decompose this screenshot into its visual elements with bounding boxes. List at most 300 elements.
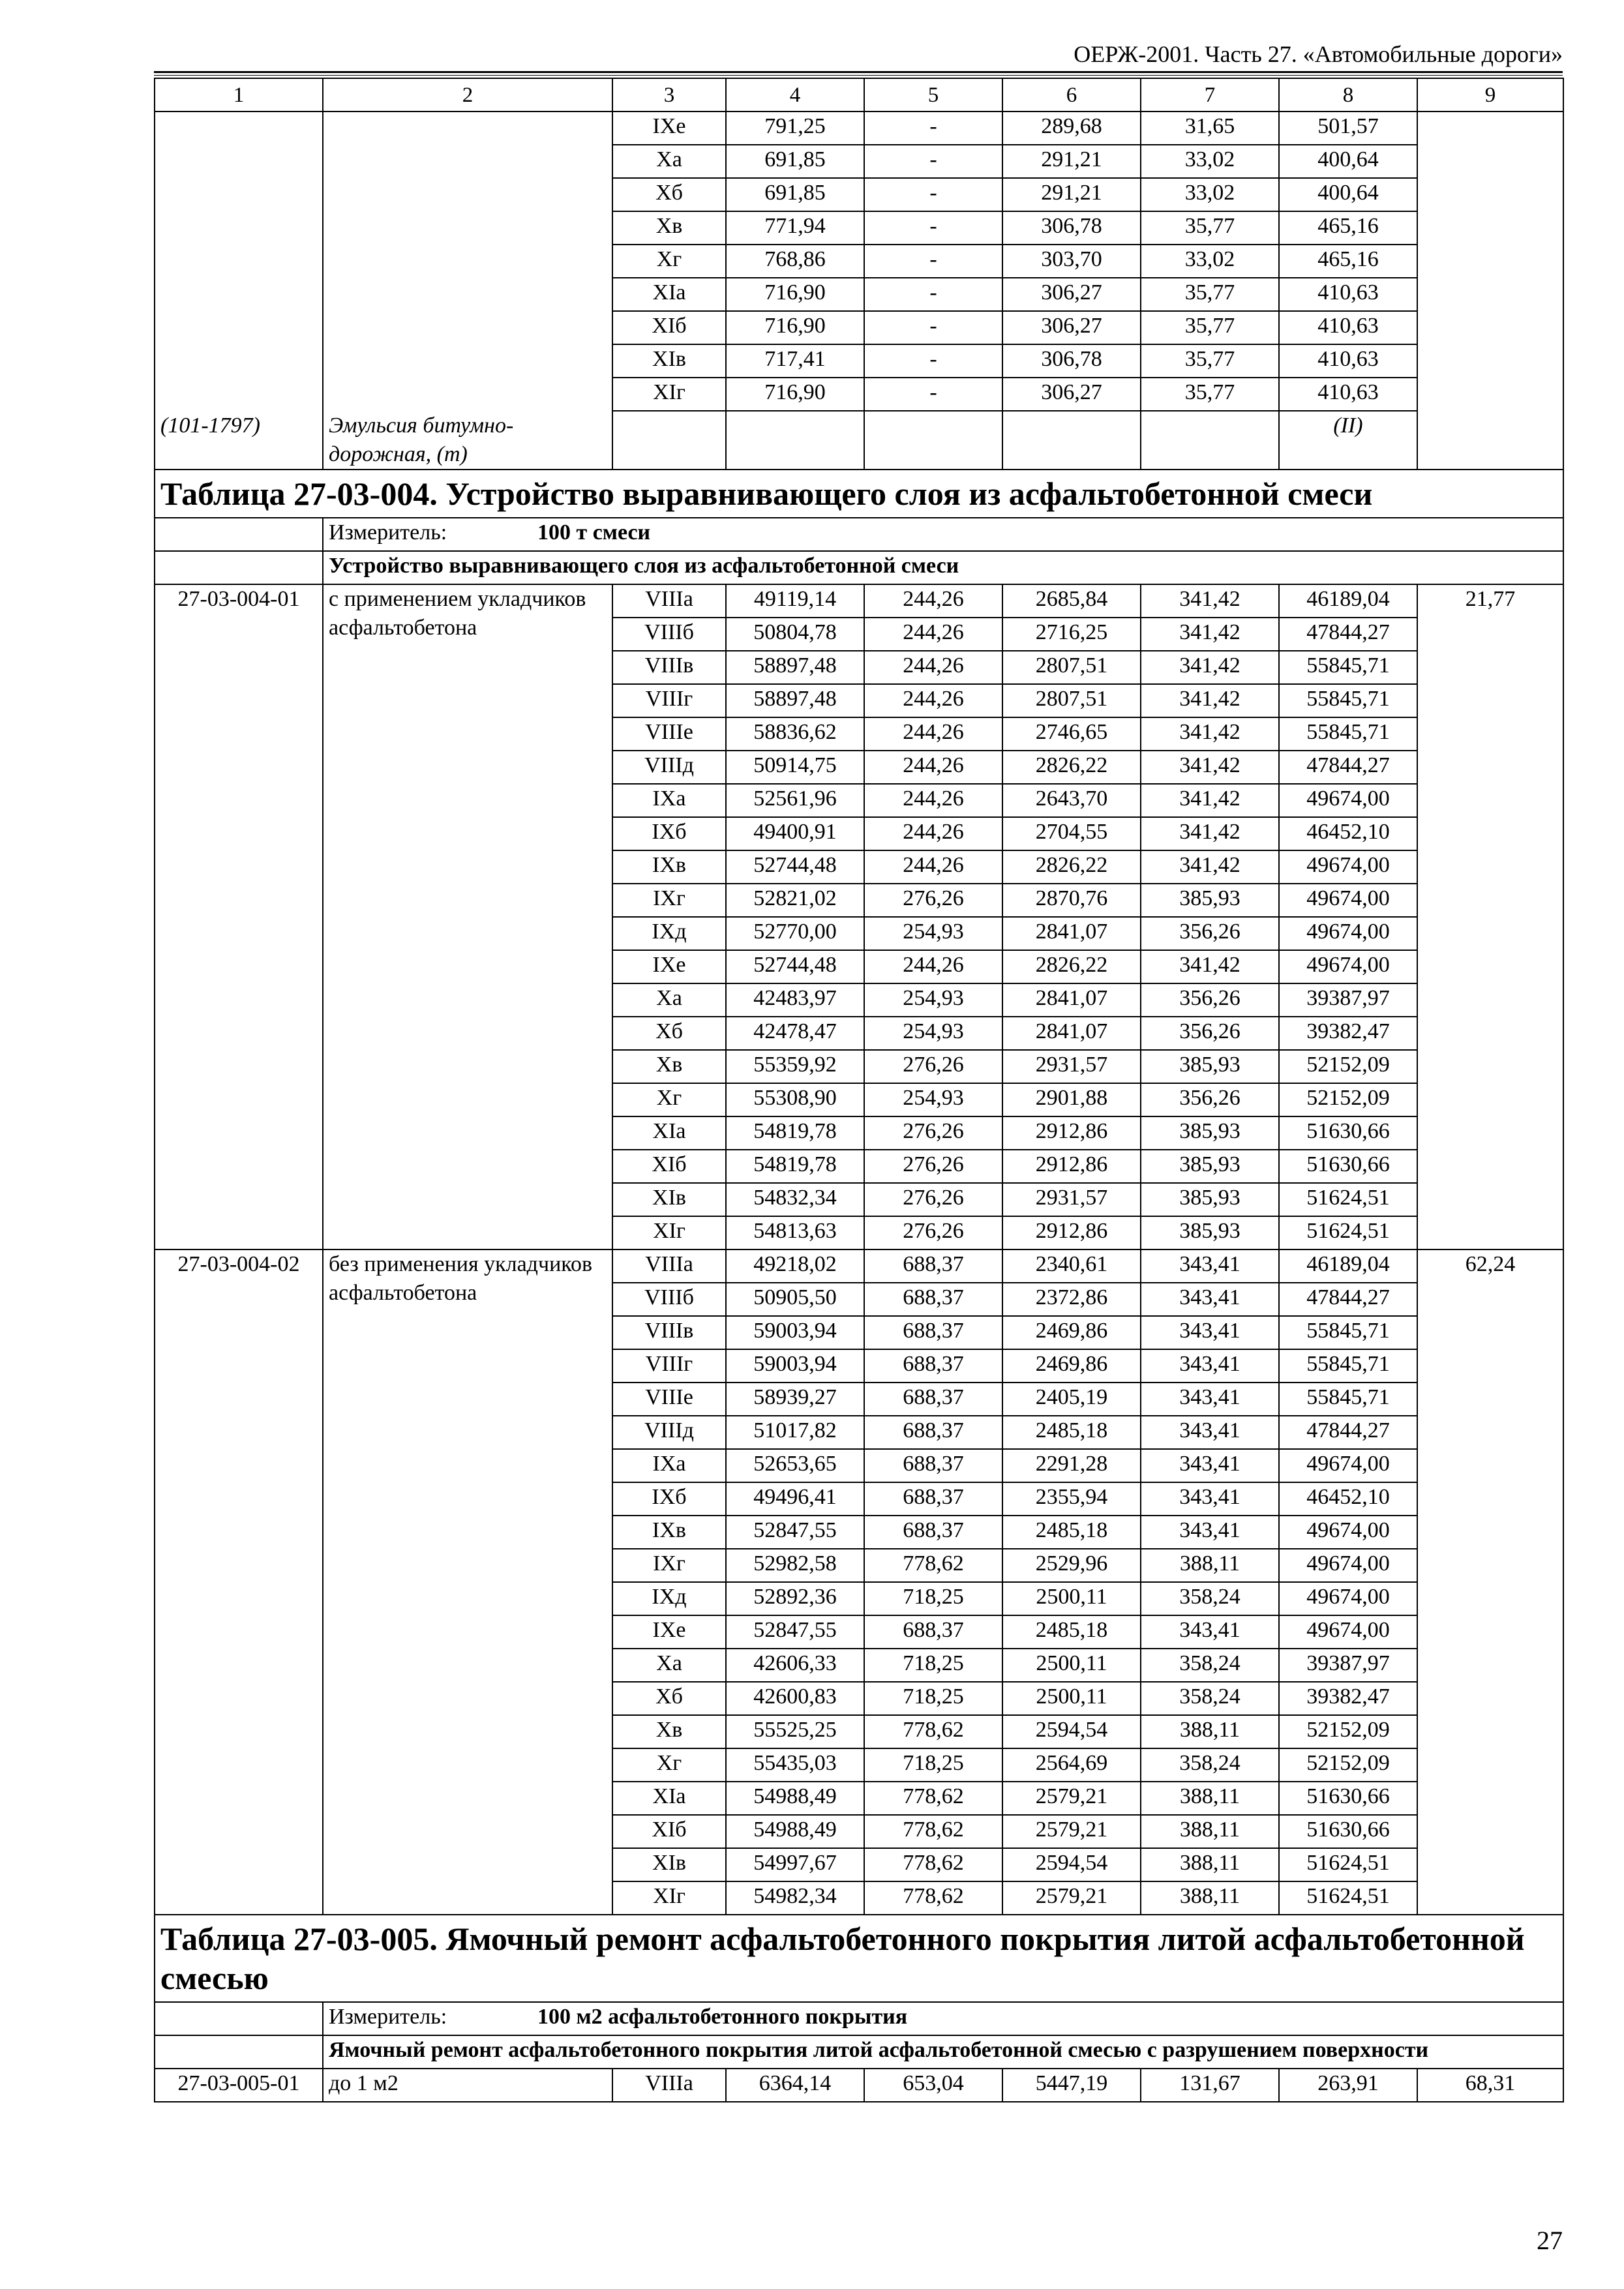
table-title-row	[155, 1915, 1563, 2002]
table-cell: 2579,21	[1002, 1815, 1141, 1848]
table-cell: 718,25	[864, 1649, 1002, 1682]
table-cell: 276,26	[864, 1050, 1002, 1083]
rates-table	[154, 78, 1564, 2102]
table-cell: XIа	[612, 1782, 726, 1815]
table-cell: IXе	[612, 112, 726, 145]
table-cell: 54813,63	[726, 1216, 864, 1249]
table-cell: 341,42	[1141, 850, 1279, 884]
table-cell: 55845,71	[1279, 684, 1417, 717]
table-cell: 54997,67	[726, 1848, 864, 1881]
column-number-row	[155, 78, 1563, 112]
table-cell: IXе	[612, 950, 726, 983]
table-cell: VIIIд	[612, 751, 726, 784]
table-cell: VIIIе	[612, 717, 726, 751]
table-cell: 341,42	[1141, 817, 1279, 850]
table-cell: VIIIг	[612, 1349, 726, 1383]
table-cell: 2912,86	[1002, 1116, 1141, 1150]
table-cell: 388,11	[1141, 1881, 1279, 1915]
table-cell: 54982,34	[726, 1881, 864, 1915]
table-cell: 244,26	[864, 684, 1002, 717]
column-number: 4	[726, 78, 864, 112]
table-cell: 2912,86	[1002, 1216, 1141, 1249]
table-cell: XIб	[612, 1150, 726, 1183]
table-cell: 254,93	[864, 1083, 1002, 1116]
table-cell: 49674,00	[1279, 1582, 1417, 1615]
table-cell: 2469,86	[1002, 1316, 1141, 1349]
table-cell: 276,26	[864, 1116, 1002, 1150]
measure-row	[155, 518, 1563, 551]
table-cell: IXд	[612, 917, 726, 950]
table-cell: Xв	[612, 1050, 726, 1083]
column-number: 2	[323, 78, 612, 112]
table-cell: VIIIг	[612, 684, 726, 717]
table-cell: VIIIв	[612, 1316, 726, 1349]
item-name: без применения укладчиков асфальтобетона	[323, 1249, 612, 1915]
table-cell: 51017,82	[726, 1416, 864, 1449]
empty-cell	[155, 518, 323, 551]
table-cell: 31,65	[1141, 112, 1279, 145]
table-cell: 385,93	[1141, 1183, 1279, 1216]
table-cell: 52770,00	[726, 917, 864, 950]
table-cell: -	[864, 211, 1002, 245]
table-cell: 276,26	[864, 1216, 1002, 1249]
table-cell: 52152,09	[1279, 1715, 1417, 1748]
table-cell: 388,11	[1141, 1782, 1279, 1815]
table-cell: 306,27	[1002, 311, 1141, 344]
measure-row	[155, 2002, 1563, 2035]
table-cell: 55845,71	[1279, 651, 1417, 684]
table-cell: 356,26	[1141, 1083, 1279, 1116]
table-cell: 2870,76	[1002, 884, 1141, 917]
table-cell: 2685,84	[1002, 584, 1141, 618]
table-cell: 388,11	[1141, 1549, 1279, 1582]
table-cell: 2931,57	[1002, 1183, 1141, 1216]
table-cell: 263,91	[1279, 2069, 1417, 2102]
table-cell: 54988,49	[726, 1782, 864, 1815]
table-cell: 39382,47	[1279, 1682, 1417, 1715]
table-cell: 716,90	[726, 278, 864, 311]
table-cell: 343,41	[1141, 1416, 1279, 1449]
table-row	[155, 112, 1563, 145]
table-cell: 465,16	[1279, 245, 1417, 278]
table-cell: 341,42	[1141, 584, 1279, 618]
table-cell: 343,41	[1141, 1449, 1279, 1482]
empty-cell	[864, 411, 1002, 470]
table-cell: 52892,36	[726, 1582, 864, 1615]
table-cell: 688,37	[864, 1449, 1002, 1482]
measure-cell	[323, 518, 1563, 551]
table-cell: 2704,55	[1002, 817, 1141, 850]
table-cell: 388,11	[1141, 1815, 1279, 1848]
table-cell: 55845,71	[1279, 1316, 1417, 1349]
table-cell: Xв	[612, 211, 726, 245]
table-cell: 2594,54	[1002, 1715, 1141, 1748]
table-cell: 688,37	[864, 1316, 1002, 1349]
table-cell: 35,77	[1141, 378, 1279, 411]
table-cell: 2485,18	[1002, 1416, 1141, 1449]
table-cell: 2372,86	[1002, 1283, 1141, 1316]
table-cell: 2340,61	[1002, 1249, 1141, 1283]
table-cell: 2826,22	[1002, 751, 1141, 784]
table-cell: Xа	[612, 983, 726, 1017]
table-cell: 410,63	[1279, 344, 1417, 378]
table-cell: 2405,19	[1002, 1383, 1141, 1416]
table-cell: 58897,48	[726, 684, 864, 717]
table-cell: 2579,21	[1002, 1782, 1141, 1815]
table-cell: IXв	[612, 850, 726, 884]
table-cell: 791,25	[726, 112, 864, 145]
table-cell: 2901,88	[1002, 1083, 1141, 1116]
table-cell: 778,62	[864, 1549, 1002, 1582]
table-cell: 341,42	[1141, 684, 1279, 717]
table-cell: 59003,94	[726, 1316, 864, 1349]
table-cell: 2716,25	[1002, 618, 1141, 651]
empty-cell	[1141, 411, 1279, 470]
table-cell: 2841,07	[1002, 1017, 1141, 1050]
table-cell: 718,25	[864, 1682, 1002, 1715]
table-cell: VIIIб	[612, 1283, 726, 1316]
table-cell: 2529,96	[1002, 1549, 1141, 1582]
table-cell: 341,42	[1141, 618, 1279, 651]
table-cell: -	[864, 178, 1002, 211]
table-cell: 58939,27	[726, 1383, 864, 1416]
material-code-cell	[155, 112, 323, 470]
table-cell: 35,77	[1141, 311, 1279, 344]
table-cell: 244,26	[864, 850, 1002, 884]
table-cell: 51624,51	[1279, 1881, 1417, 1915]
table-cell: -	[864, 311, 1002, 344]
table-cell: 306,27	[1002, 378, 1141, 411]
table-cell: 55845,71	[1279, 717, 1417, 751]
table-cell: 410,63	[1279, 311, 1417, 344]
column-number: 8	[1279, 78, 1417, 112]
table-cell: 51630,66	[1279, 1782, 1417, 1815]
table-cell: XIб	[612, 311, 726, 344]
table-cell: 52152,09	[1279, 1748, 1417, 1782]
table-cell: 59003,94	[726, 1349, 864, 1383]
table-cell: 688,37	[864, 1383, 1002, 1416]
table-cell: Xб	[612, 1017, 726, 1050]
empty-cell	[726, 411, 864, 470]
table-cell: 52653,65	[726, 1449, 864, 1482]
table-cell: Xг	[612, 1748, 726, 1782]
table-cell: 343,41	[1141, 1316, 1279, 1349]
table-cell: 55845,71	[1279, 1383, 1417, 1416]
table-cell: 388,11	[1141, 1715, 1279, 1748]
table-cell: 385,93	[1141, 1216, 1279, 1249]
measure-label: Измеритель:	[329, 2005, 447, 2029]
table-cell: 2807,51	[1002, 651, 1141, 684]
table-cell: -	[864, 112, 1002, 145]
table-cell: 42600,83	[726, 1682, 864, 1715]
table-cell: IXд	[612, 1582, 726, 1615]
table-cell: 343,41	[1141, 1516, 1279, 1549]
table-cell: IXв	[612, 1516, 726, 1549]
table-cell: 131,67	[1141, 2069, 1279, 2102]
table-cell: -	[864, 344, 1002, 378]
table-cell: 276,26	[864, 884, 1002, 917]
column-number: 7	[1141, 78, 1279, 112]
table-cell: 33,02	[1141, 178, 1279, 211]
empty-cell	[155, 551, 323, 584]
table-cell: 244,26	[864, 784, 1002, 817]
page-number: 27	[1537, 2226, 1563, 2255]
section-subtitle: Устройство выравнивающего слоя из асфальтобетонной смеси	[323, 551, 1563, 584]
table-cell: 465,16	[1279, 211, 1417, 245]
table-cell: 688,37	[864, 1516, 1002, 1549]
table-cell: 47844,27	[1279, 751, 1417, 784]
table-cell: 47844,27	[1279, 618, 1417, 651]
table-cell: 2485,18	[1002, 1516, 1141, 1549]
subtitle-row	[155, 2035, 1563, 2069]
table-cell: 306,27	[1002, 278, 1141, 311]
table-cell: Xа	[612, 1649, 726, 1682]
material-name-cell	[323, 112, 612, 470]
table-cell: 49674,00	[1279, 1615, 1417, 1649]
table-cell: 51630,66	[1279, 1815, 1417, 1848]
table-cell: IXе	[612, 1615, 726, 1649]
table-cell: VIIIа	[612, 584, 726, 618]
table-cell: 2643,70	[1002, 784, 1141, 817]
measure-cell	[323, 2002, 1563, 2035]
table-cell: 358,24	[1141, 1748, 1279, 1782]
table-cell: -	[864, 145, 1002, 178]
table-cell: 2746,65	[1002, 717, 1141, 751]
table-cell: IXб	[612, 817, 726, 850]
subtitle-row	[155, 551, 1563, 584]
table-cell: 2564,69	[1002, 1748, 1141, 1782]
table-cell: 718,25	[864, 1582, 1002, 1615]
table-cell: XIа	[612, 1116, 726, 1150]
table-cell: IXа	[612, 1449, 726, 1482]
table-cell: 2841,07	[1002, 917, 1141, 950]
table-cell: 356,26	[1141, 1017, 1279, 1050]
table-cell: 778,62	[864, 1782, 1002, 1815]
table-cell: 2912,86	[1002, 1150, 1141, 1183]
table-cell: 778,62	[864, 1881, 1002, 1915]
table-cell: 410,63	[1279, 378, 1417, 411]
table-cell: 2500,11	[1002, 1582, 1141, 1615]
table-cell: 5447,19	[1002, 2069, 1141, 2102]
table-cell: 55525,25	[726, 1715, 864, 1748]
table-cell: 778,62	[864, 1848, 1002, 1881]
table-cell: 35,77	[1141, 211, 1279, 245]
item-code: 27-03-004-01	[155, 584, 323, 1249]
header-rule	[154, 71, 1563, 73]
table-cell: 2355,94	[1002, 1482, 1141, 1516]
column-number: 3	[612, 78, 726, 112]
table-title-row	[155, 470, 1563, 518]
table-cell: 501,57	[1279, 112, 1417, 145]
table-cell: 55435,03	[726, 1748, 864, 1782]
table-row	[155, 1249, 1563, 1283]
table-cell: XIв	[612, 1183, 726, 1216]
table-cell: 33,02	[1141, 145, 1279, 178]
table-cell: 244,26	[864, 618, 1002, 651]
table-cell: 2826,22	[1002, 850, 1141, 884]
table-cell: 49674,00	[1279, 1449, 1417, 1482]
table-cell: 2579,21	[1002, 1881, 1141, 1915]
table-cell: Xа	[612, 145, 726, 178]
item-code: 27-03-005-01	[155, 2069, 323, 2102]
table-cell: 46452,10	[1279, 1482, 1417, 1516]
table-cell: 291,21	[1002, 178, 1141, 211]
table-cell: 341,42	[1141, 717, 1279, 751]
table-cell: 50905,50	[726, 1283, 864, 1316]
table-cell: 343,41	[1141, 1482, 1279, 1516]
table-cell: 716,90	[726, 378, 864, 411]
table-cell: XIг	[612, 1216, 726, 1249]
item-extra-value: 62,24	[1417, 1249, 1563, 1915]
table-cell: 291,21	[1002, 145, 1141, 178]
table-cell: 49218,02	[726, 1249, 864, 1283]
table-cell: 688,37	[864, 1349, 1002, 1383]
table-cell: 2469,86	[1002, 1349, 1141, 1383]
table-cell: 778,62	[864, 1815, 1002, 1848]
table-cell: XIг	[612, 378, 726, 411]
table-cell: 46189,04	[1279, 1249, 1417, 1283]
table-cell: 244,26	[864, 817, 1002, 850]
table-row	[155, 2069, 1563, 2102]
table-cell: 51624,51	[1279, 1848, 1417, 1881]
table-cell: 341,42	[1141, 751, 1279, 784]
table-cell: 2291,28	[1002, 1449, 1141, 1482]
table-cell: 50804,78	[726, 618, 864, 651]
table-cell: 388,11	[1141, 1848, 1279, 1881]
table-cell: 691,85	[726, 178, 864, 211]
empty-cell	[155, 2035, 323, 2069]
table-cell: 2594,54	[1002, 1848, 1141, 1881]
table-cell: 51630,66	[1279, 1116, 1417, 1150]
table-cell: 254,93	[864, 983, 1002, 1017]
table-cell: 244,26	[864, 950, 1002, 983]
table-cell: 244,26	[864, 651, 1002, 684]
table-cell: -	[864, 245, 1002, 278]
material-unit: (II)	[1279, 411, 1417, 470]
table-cell: 6364,14	[726, 2069, 864, 2102]
table-cell: XIа	[612, 278, 726, 311]
table-cell: 341,42	[1141, 651, 1279, 684]
table-cell: 343,41	[1141, 1249, 1279, 1283]
table-cell: 55308,90	[726, 1083, 864, 1116]
table-cell: 341,42	[1141, 784, 1279, 817]
table-row	[155, 584, 1563, 618]
table-cell: 42483,97	[726, 983, 864, 1017]
table-cell: 49674,00	[1279, 950, 1417, 983]
table-cell: 276,26	[864, 1150, 1002, 1183]
table-title: Таблица 27-03-005. Ямочный ремонт асфальтобетонного покрытия литой асфальтобетонной смесью	[155, 1915, 1563, 2002]
column-number: 5	[864, 78, 1002, 112]
table-cell: 244,26	[864, 584, 1002, 618]
table-cell: 49674,00	[1279, 1516, 1417, 1549]
table-cell: 52982,58	[726, 1549, 864, 1582]
table-cell: 49674,00	[1279, 884, 1417, 917]
table-cell: 400,64	[1279, 178, 1417, 211]
table-cell: 54988,49	[726, 1815, 864, 1848]
table-cell: 358,24	[1141, 1649, 1279, 1682]
table-cell: 718,25	[864, 1748, 1002, 1782]
table-cell: 303,70	[1002, 245, 1141, 278]
table-cell: Xб	[612, 178, 726, 211]
column-number: 9	[1417, 78, 1563, 112]
table-cell: 276,26	[864, 1183, 1002, 1216]
column-number: 1	[155, 78, 323, 112]
table-cell: 52152,09	[1279, 1083, 1417, 1116]
table-cell: 2807,51	[1002, 684, 1141, 717]
table-cell: 55845,71	[1279, 1349, 1417, 1383]
table-cell: 778,62	[864, 1715, 1002, 1748]
table-cell: 341,42	[1141, 950, 1279, 983]
measure-label: Измеритель:	[329, 520, 447, 545]
table-cell: 49496,41	[726, 1482, 864, 1516]
table-cell: 52821,02	[726, 884, 864, 917]
table-cell: 688,37	[864, 1416, 1002, 1449]
table-cell: XIг	[612, 1881, 726, 1915]
table-cell: Xг	[612, 245, 726, 278]
table-cell: 39387,97	[1279, 983, 1417, 1017]
table-cell: 343,41	[1141, 1615, 1279, 1649]
table-cell: 54832,34	[726, 1183, 864, 1216]
table-cell: 306,78	[1002, 211, 1141, 245]
measure-value: 100 м2 асфальтобетонного покрытия	[537, 2005, 908, 2029]
table-cell: 35,77	[1141, 278, 1279, 311]
empty-cell	[612, 411, 726, 470]
table-cell: 244,26	[864, 751, 1002, 784]
table-cell: 410,63	[1279, 278, 1417, 311]
table-cell: 2931,57	[1002, 1050, 1141, 1083]
table-cell: 49674,00	[1279, 784, 1417, 817]
table-cell: 52744,48	[726, 850, 864, 884]
table-cell: 49674,00	[1279, 917, 1417, 950]
table-cell: 771,94	[726, 211, 864, 245]
table-cell: 343,41	[1141, 1283, 1279, 1316]
table-cell: 51624,51	[1279, 1216, 1417, 1249]
table-cell: 254,93	[864, 917, 1002, 950]
table-cell: 49674,00	[1279, 1549, 1417, 1582]
table-cell: IXа	[612, 784, 726, 817]
table-cell: 46452,10	[1279, 817, 1417, 850]
table-cell: 356,26	[1141, 983, 1279, 1017]
table-cell: XIб	[612, 1815, 726, 1848]
item-extra-value: 68,31	[1417, 2069, 1563, 2102]
table-cell: XIв	[612, 1848, 726, 1881]
table-cell: 2500,11	[1002, 1682, 1141, 1715]
table-title: Таблица 27-03-004. Устройство выравнивающего слоя из асфальтобетонной смеси	[155, 470, 1563, 518]
table-cell: 35,77	[1141, 344, 1279, 378]
table-cell: VIIIв	[612, 651, 726, 684]
table-cell: 358,24	[1141, 1582, 1279, 1615]
table-cell: 58836,62	[726, 717, 864, 751]
table-cell: IXг	[612, 1549, 726, 1582]
table-cell: 47844,27	[1279, 1283, 1417, 1316]
table-cell: Xг	[612, 1083, 726, 1116]
empty-cell	[1417, 112, 1563, 470]
column-number: 6	[1002, 78, 1141, 112]
table-cell: 52152,09	[1279, 1050, 1417, 1083]
table-cell: 51624,51	[1279, 1183, 1417, 1216]
table-cell: 51630,66	[1279, 1150, 1417, 1183]
running-header: ОЕРЖ-2001. Часть 27. «Автомобильные дороги»	[1074, 41, 1563, 67]
table-cell: 254,93	[864, 1017, 1002, 1050]
table-cell: -	[864, 278, 1002, 311]
material-name: Эмульсия битумно-дорожная, (т)	[329, 413, 514, 466]
table-cell: 47844,27	[1279, 1416, 1417, 1449]
table-cell: 691,85	[726, 145, 864, 178]
item-name: с применением укладчиков асфальтобетона	[323, 584, 612, 1249]
table-cell: 717,41	[726, 344, 864, 378]
table-cell: VIIIе	[612, 1383, 726, 1416]
table-cell: XIв	[612, 344, 726, 378]
